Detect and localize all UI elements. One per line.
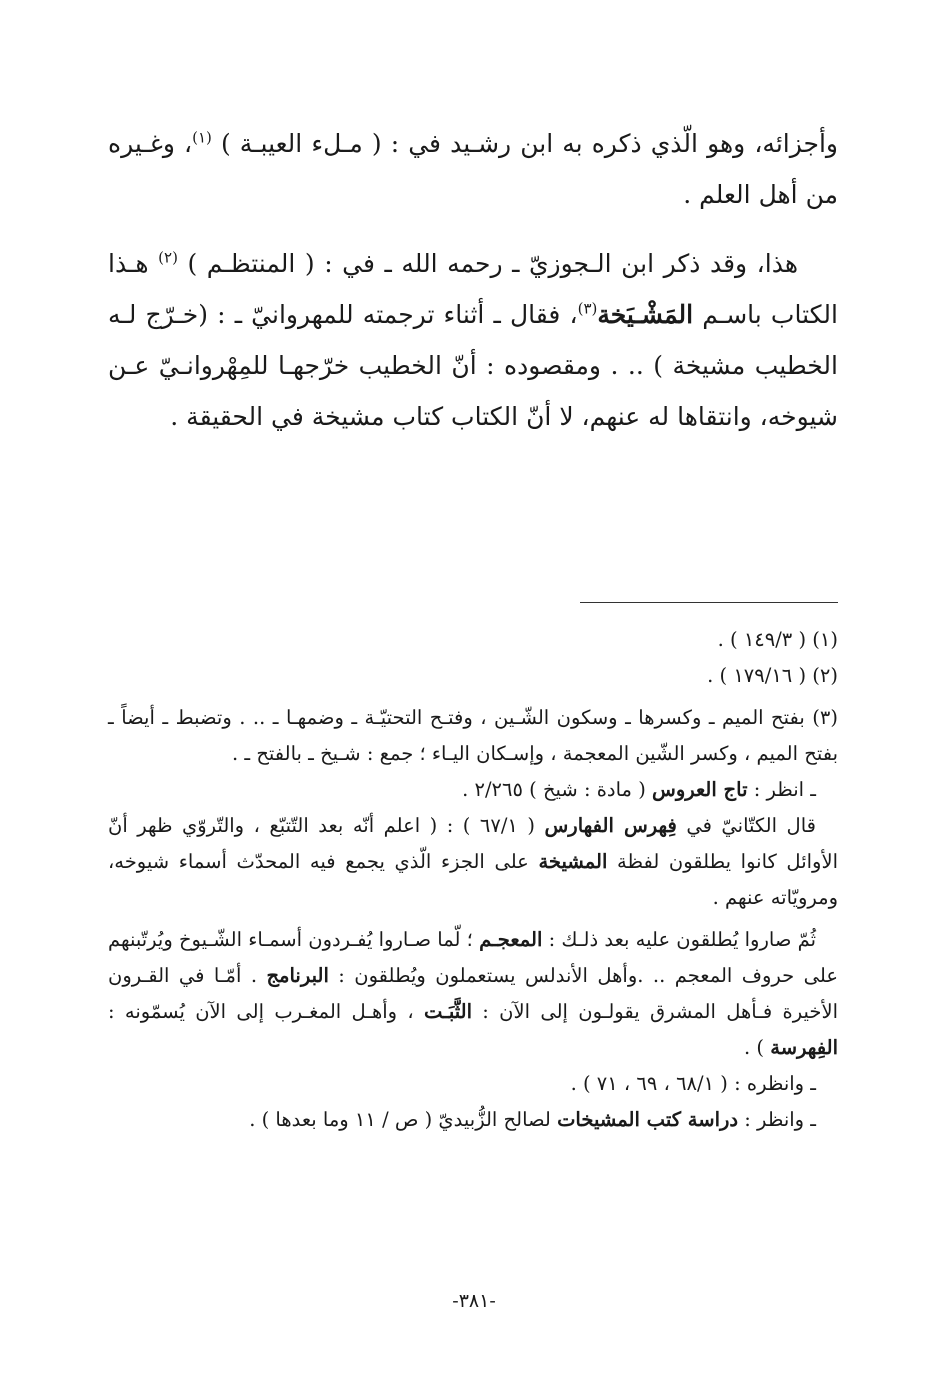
footnote-3-ref-taj: ـ انظر : تاج العروس ( مادة : شيخ ) ٢/٢٦٥ . (462, 778, 816, 801)
paragraph-1: وأجزائه، وهو الّذي ذكره به ابن رشـيد في : ( مـلء العيبـة ) $^{(١)}$، وغـيره من أهل العلم . (108, 128, 838, 209)
footnote-marker-2[interactable]: (٢) (158, 248, 178, 267)
footnote-3: (٣) بفتح الميم ـ وكسرها ـ وسكون الشّـين ، وفتـح التحتيّـة ـ وضمهـا ـ .. . وتضبط ـ أيضاً ـ بفتح الميم ، وكسر الشّين المعجمة ، وإسـكان اليـاء ؛ جمع : شـيخ ـ بالفتح ـ . (108, 706, 838, 765)
footnote-3-kattani: قال الكتّانيّ في فِهرس الفهارس ( ٦٧/١ ) : ( اعلم أنّه بعد التّتبّع ، والتّروّي ظهر أنّ الأوائل كانوا يطلقون لفظة المشيخة على الجزء الّذي يجمع فيه المحدّث أسماء شيوخه، ومرويّاته عنهم . (108, 814, 838, 909)
term: المشيخة (538, 850, 608, 873)
source-title: دراسة كتب المشيخات (557, 1108, 739, 1131)
page-number: -٣٨١- (452, 1290, 496, 1312)
footnote-separator (580, 602, 838, 603)
main-text (108, 118, 838, 442)
term: المعجـم (479, 928, 543, 951)
footnotes (108, 622, 838, 1138)
footnote-marker-3[interactable]: (٣) (577, 299, 598, 318)
source-title: تاج العروس (652, 778, 748, 801)
footnote-1: (١) ( ١٤٩/٣ ) . (717, 628, 838, 651)
footnote-3-ref-see: ـ وانظره : ( ٦٨/١ ، ٦٩ ، ٧١ ) . (570, 1072, 816, 1095)
footnote-3-ref-study: ـ وانظر : دراسة كتب المشيخات لصالح الزُّبيديّ ( ص / ١١ وما بعدها ) . (249, 1108, 816, 1131)
term: الثَّبَـت (424, 1000, 472, 1023)
footnote-marker-1[interactable]: (١) (192, 128, 212, 147)
paragraph-2: هذا، وقد ذكر ابن الـجوزيّ ـ رحمه الله ـ في : ( المنتظـم ) $^{(٢)}$ هـذا الكتاب باسـم المَشْـيَخة$^{(٣)}$، فقال ـ أثناء ترجمته للمهروانيّ ـ : (خـرّج لـه الخطيب مشيخة ) .. . ومقصوده : أنّ الخطيب خرّجهـا للمِهْروانـيّ عـن شيوخه، وانتقاها له عنهم، لا أنّ الكتاب كتاب مشيخة في الحقيقة . (108, 248, 838, 431)
source-title: فِهرس الفهارس (544, 814, 677, 837)
term-mashyakha: المَشْـيَخة (597, 300, 694, 329)
term: البرنامج (266, 964, 329, 987)
footnote-2: (٢) ( ١٧٩/١٦ ) . (707, 664, 838, 687)
term: الفِهرسة (770, 1036, 838, 1059)
footnote-3-quote: ثُمّ صاروا يُطلقون عليه بعد ذلـك : المعجـم ؛ لّما صـاروا يُفـردون أسمـاء الشّـيوخ ويُرتّبنهم على حروف المعجم .. .وأهل الأندلس يستعملون ويُطلقون : البرنامج . أمّـا في القـرون الأخيرة فـأهل المشرق يقولـون إلى الآن : الثَّبَـت ، وأهـل المغـرب إلى الآن يُسمّونه : الفِهرسة ) . (108, 928, 838, 1059)
